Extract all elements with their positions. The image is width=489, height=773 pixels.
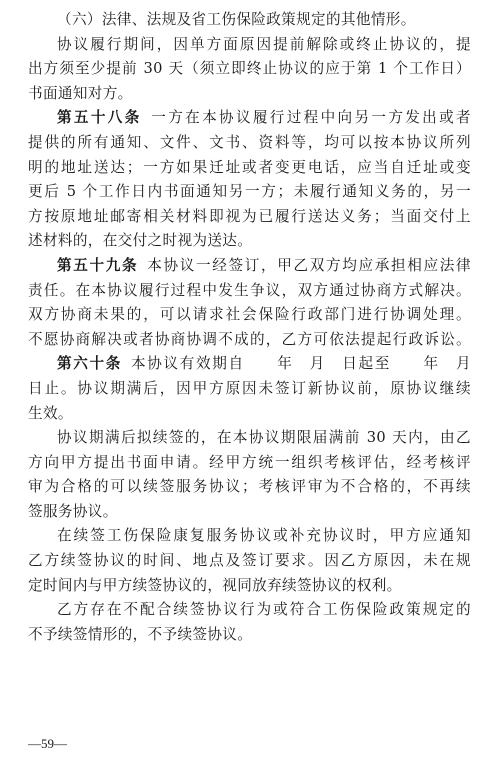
text-line: 签服务协议。 [28, 502, 118, 520]
text-line: 审为合格的可以续签服务协议；考核评审为不合格的，不再续 [28, 478, 471, 496]
text-line: 定时间内与甲方续签协议的，视同放弃续签协议的权利。 [28, 576, 402, 594]
text-line: 协议期满后拟续签的，在本协议期限届满前 30 天内，由乙 [57, 429, 471, 447]
text-line: 双方协商未果的，可以请求社会保险行政部门进行协调处理。 [28, 306, 471, 324]
page-number: —59— [28, 736, 67, 751]
text-line [28, 254, 471, 279]
text-line: 协议履行期间，因单方面原因提前解除或终止协议的，提 [57, 35, 471, 53]
article-text: 本协议一经签订，甲乙双方均应承担相应法律 [145, 256, 471, 274]
text-line: 在续签工伤保险康复服务协议或补充协议时，甲方应通知 [57, 527, 471, 545]
article-heading: 第五十九条 [57, 256, 139, 274]
text-line: 生效。 [28, 404, 73, 422]
text-line: 述材料的，在交付之时视为送达。 [28, 232, 253, 250]
text-line [28, 106, 471, 131]
text-line: 乙方存在不配合续签协议行为或符合工伤保险政策规定的 [57, 601, 471, 619]
text-line: 更后 5 个工作日内书面通知另一方；未履行通知义务的，另一 [28, 183, 471, 201]
article-58 [28, 106, 471, 254]
paragraph-item-6 [28, 8, 471, 33]
text-line: 提供的所有通知、文件、文书、资料等，均可以按本协议所列 [28, 133, 471, 151]
paragraph-termination-notice [28, 33, 471, 107]
text-line: （六）法律、法规及省工伤保险政策规定的其他情形。 [57, 11, 416, 28]
text-line: 日止。协议期满后，因甲方原因未签订新协议前，原协议继续 [28, 379, 471, 397]
article-heading: 第五十八条 [57, 109, 142, 127]
document-body [28, 8, 471, 647]
paragraph-no-renewal [28, 598, 471, 647]
text-line: 明的地址送达；一方如果迁址或者变更电话，应当自迁址或变 [28, 158, 471, 176]
article-text: 一方在本协议履行过程中向另一方发出或者 [149, 109, 471, 127]
text-line [28, 352, 471, 377]
article-59 [28, 254, 471, 352]
text-line: 不愿协商解决或者协商协调不成的，乙方可依法提起行政诉讼。 [28, 330, 471, 348]
paragraph-renewal-notice [28, 524, 471, 598]
article-60 [28, 352, 471, 426]
text-line: 不予续签情形的，不予续签协议。 [28, 625, 253, 643]
text-line: 方向甲方提出书面申请。经甲方统一组织考核评估，经考核评 [28, 453, 471, 471]
article-text: 本协议有效期自 年 月 日起至 年 月 [129, 355, 471, 373]
text-line: 出方须至少提前 30 天（须立即终止协议的应于第 1 个工作日） [28, 60, 471, 78]
text-line: 书面通知对方。 [28, 84, 133, 102]
text-line: 责任。在本协议履行过程中发生争议，双方通过协商方式解决。 [28, 281, 471, 299]
text-line: 方按原地址邮寄相关材料即视为已履行送达义务；当面交付上 [28, 207, 471, 225]
paragraph-renewal-application [28, 426, 471, 524]
text-line: 乙方续签协议的时间、地点及签订要求。因乙方原因，未在规 [28, 552, 471, 570]
article-heading: 第六十条 [57, 355, 123, 373]
